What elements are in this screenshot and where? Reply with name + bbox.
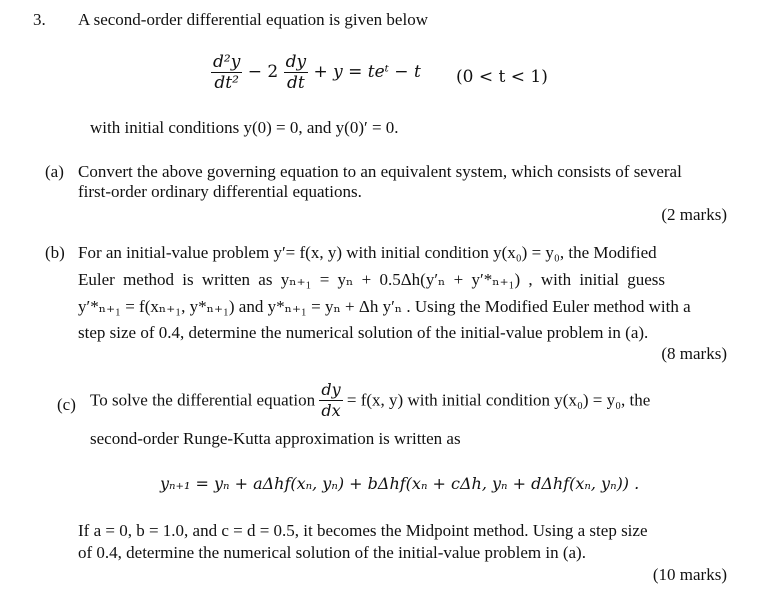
- part-b-line-4: step size of 0.4, determine the numerical solution of the initial-value problem in (a).: [78, 323, 649, 342]
- part-c-line-1a: To solve the differential equation: [90, 390, 316, 410]
- part-a-line-2: first-order ordinary differential equations.: [78, 182, 362, 201]
- part-c-label: (c): [57, 395, 76, 414]
- dt-denominator: dt: [286, 73, 305, 93]
- part-c-line-1b: = f(x, y) with initial condition y(x₀) = y₀, the: [346, 390, 651, 410]
- part-c-line-1: [90, 380, 650, 421]
- equation-rhs: + y = teᵗ − t: [313, 62, 421, 82]
- dy-numerator: dy: [285, 52, 307, 72]
- part-b-line-2: Euler method is written as yₙ₊₁ = yₙ + 0.5Δh(y′ₙ + y′*ₙ₊₁) , with initial guess: [78, 270, 666, 289]
- question-number: 3.: [33, 10, 46, 29]
- part-a-label: (a): [45, 162, 64, 181]
- part-b-line-1: For an initial-value problem y′= f(x, y) with initial condition y(x₀) = y₀, the Modified: [78, 243, 657, 262]
- minus-two-term: − 2: [247, 62, 279, 82]
- part-b-label: (b): [45, 243, 65, 262]
- part-b-line-3: y′*ₙ₊₁ = f(xₙ₊₁, y*ₙ₊₁) and y*ₙ₊₁ = yₙ + Δh y′ₙ . Using the Modified Euler method with a: [78, 297, 691, 316]
- equation-domain: (0 < t < 1): [456, 67, 548, 87]
- part-a-line-1: Convert the above governing equation to an equivalent system, which consists of several: [78, 162, 682, 181]
- dy-dx-numerator: dy: [321, 380, 341, 399]
- part-c-line-2: second-order Runge-Kutta approximation is written as: [90, 429, 461, 448]
- part-a-marks: (2 marks): [661, 205, 727, 224]
- part-c-line-3: If a = 0, b = 1.0, and c = d = 0.5, it becomes the Midpoint method. Using a step size: [78, 521, 648, 540]
- second-derivative-fraction: [211, 52, 242, 93]
- initial-conditions: with initial conditions y(0) = 0, and y(0)′ = 0.: [90, 118, 399, 137]
- part-c-marks: (10 marks): [652, 565, 727, 584]
- runge-kutta-formula: yₙ₊₁ = yₙ + aΔhf(xₙ, yₙ) + bΔhf(xₙ + cΔh, yₙ + dΔhf(xₙ, yₙ)) .: [160, 474, 640, 493]
- first-derivative-fraction: [284, 52, 309, 93]
- dy-dx-denominator: dx: [321, 401, 341, 420]
- question-intro: A second-order differential equation is given below: [78, 10, 428, 29]
- d2y-numerator: d²y: [213, 52, 241, 72]
- governing-equation: [211, 52, 421, 93]
- dy-dx-fraction: [319, 380, 342, 421]
- part-b-marks: (8 marks): [661, 344, 727, 363]
- part-c-line-4: of 0.4, determine the numerical solution of the initial-value problem in (a).: [78, 543, 586, 562]
- dt2-denominator: dt²: [214, 73, 239, 93]
